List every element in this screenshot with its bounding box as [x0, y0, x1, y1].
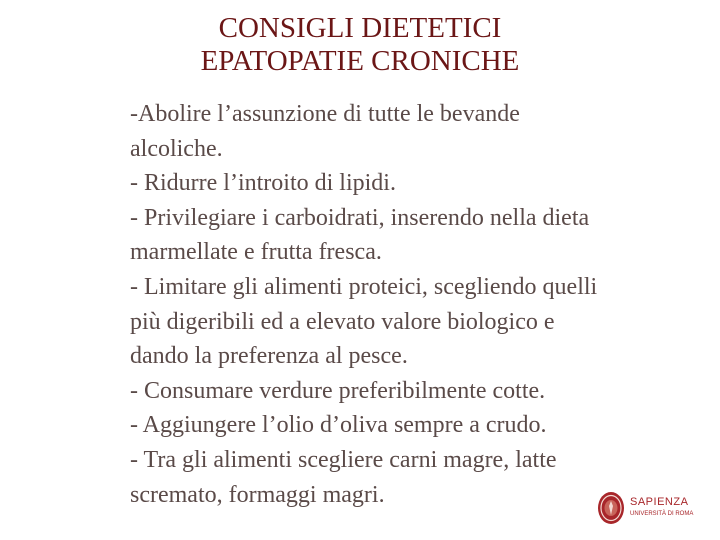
body-line: - Limitare gli alimenti proteici, scegliendo quelli: [130, 273, 598, 300]
title-line-1: CONSIGLI DIETETICI: [218, 12, 502, 44]
slide-title: [120, 12, 600, 78]
body-line: scremato, formaggi magri.: [130, 481, 385, 508]
body-line: marmellate e frutta fresca.: [130, 239, 382, 266]
body-line: - Ridurre l’introito di lipidi.: [130, 170, 396, 197]
body-line: alcoliche.: [130, 135, 223, 162]
body-line: più digeribili ed a elevato valore biologico e: [130, 308, 555, 335]
logo-name: SAPIENZA: [630, 496, 689, 508]
body-line: - Tra gli alimenti scegliere carni magre, latte: [130, 446, 557, 473]
body-line: - Aggiungere l’olio d’oliva sempre a crudo.: [130, 412, 547, 439]
title-line-2: EPATOPATIE CRONICHE: [200, 45, 520, 77]
body-line: dando la preferenza al pesce.: [130, 343, 408, 370]
slide-body: [130, 97, 690, 512]
sapienza-logo: [596, 490, 716, 530]
body-line: - Consumare verdure preferibilmente cotte.: [130, 377, 546, 404]
body-line: -Abolire l’assunzione di tutte le bevande: [130, 101, 520, 127]
body-line: - Privilegiare i carboidrati, inserendo nella dieta: [130, 204, 590, 231]
logo-subtitle: UNIVERSITÀ DI ROMA: [630, 511, 694, 517]
